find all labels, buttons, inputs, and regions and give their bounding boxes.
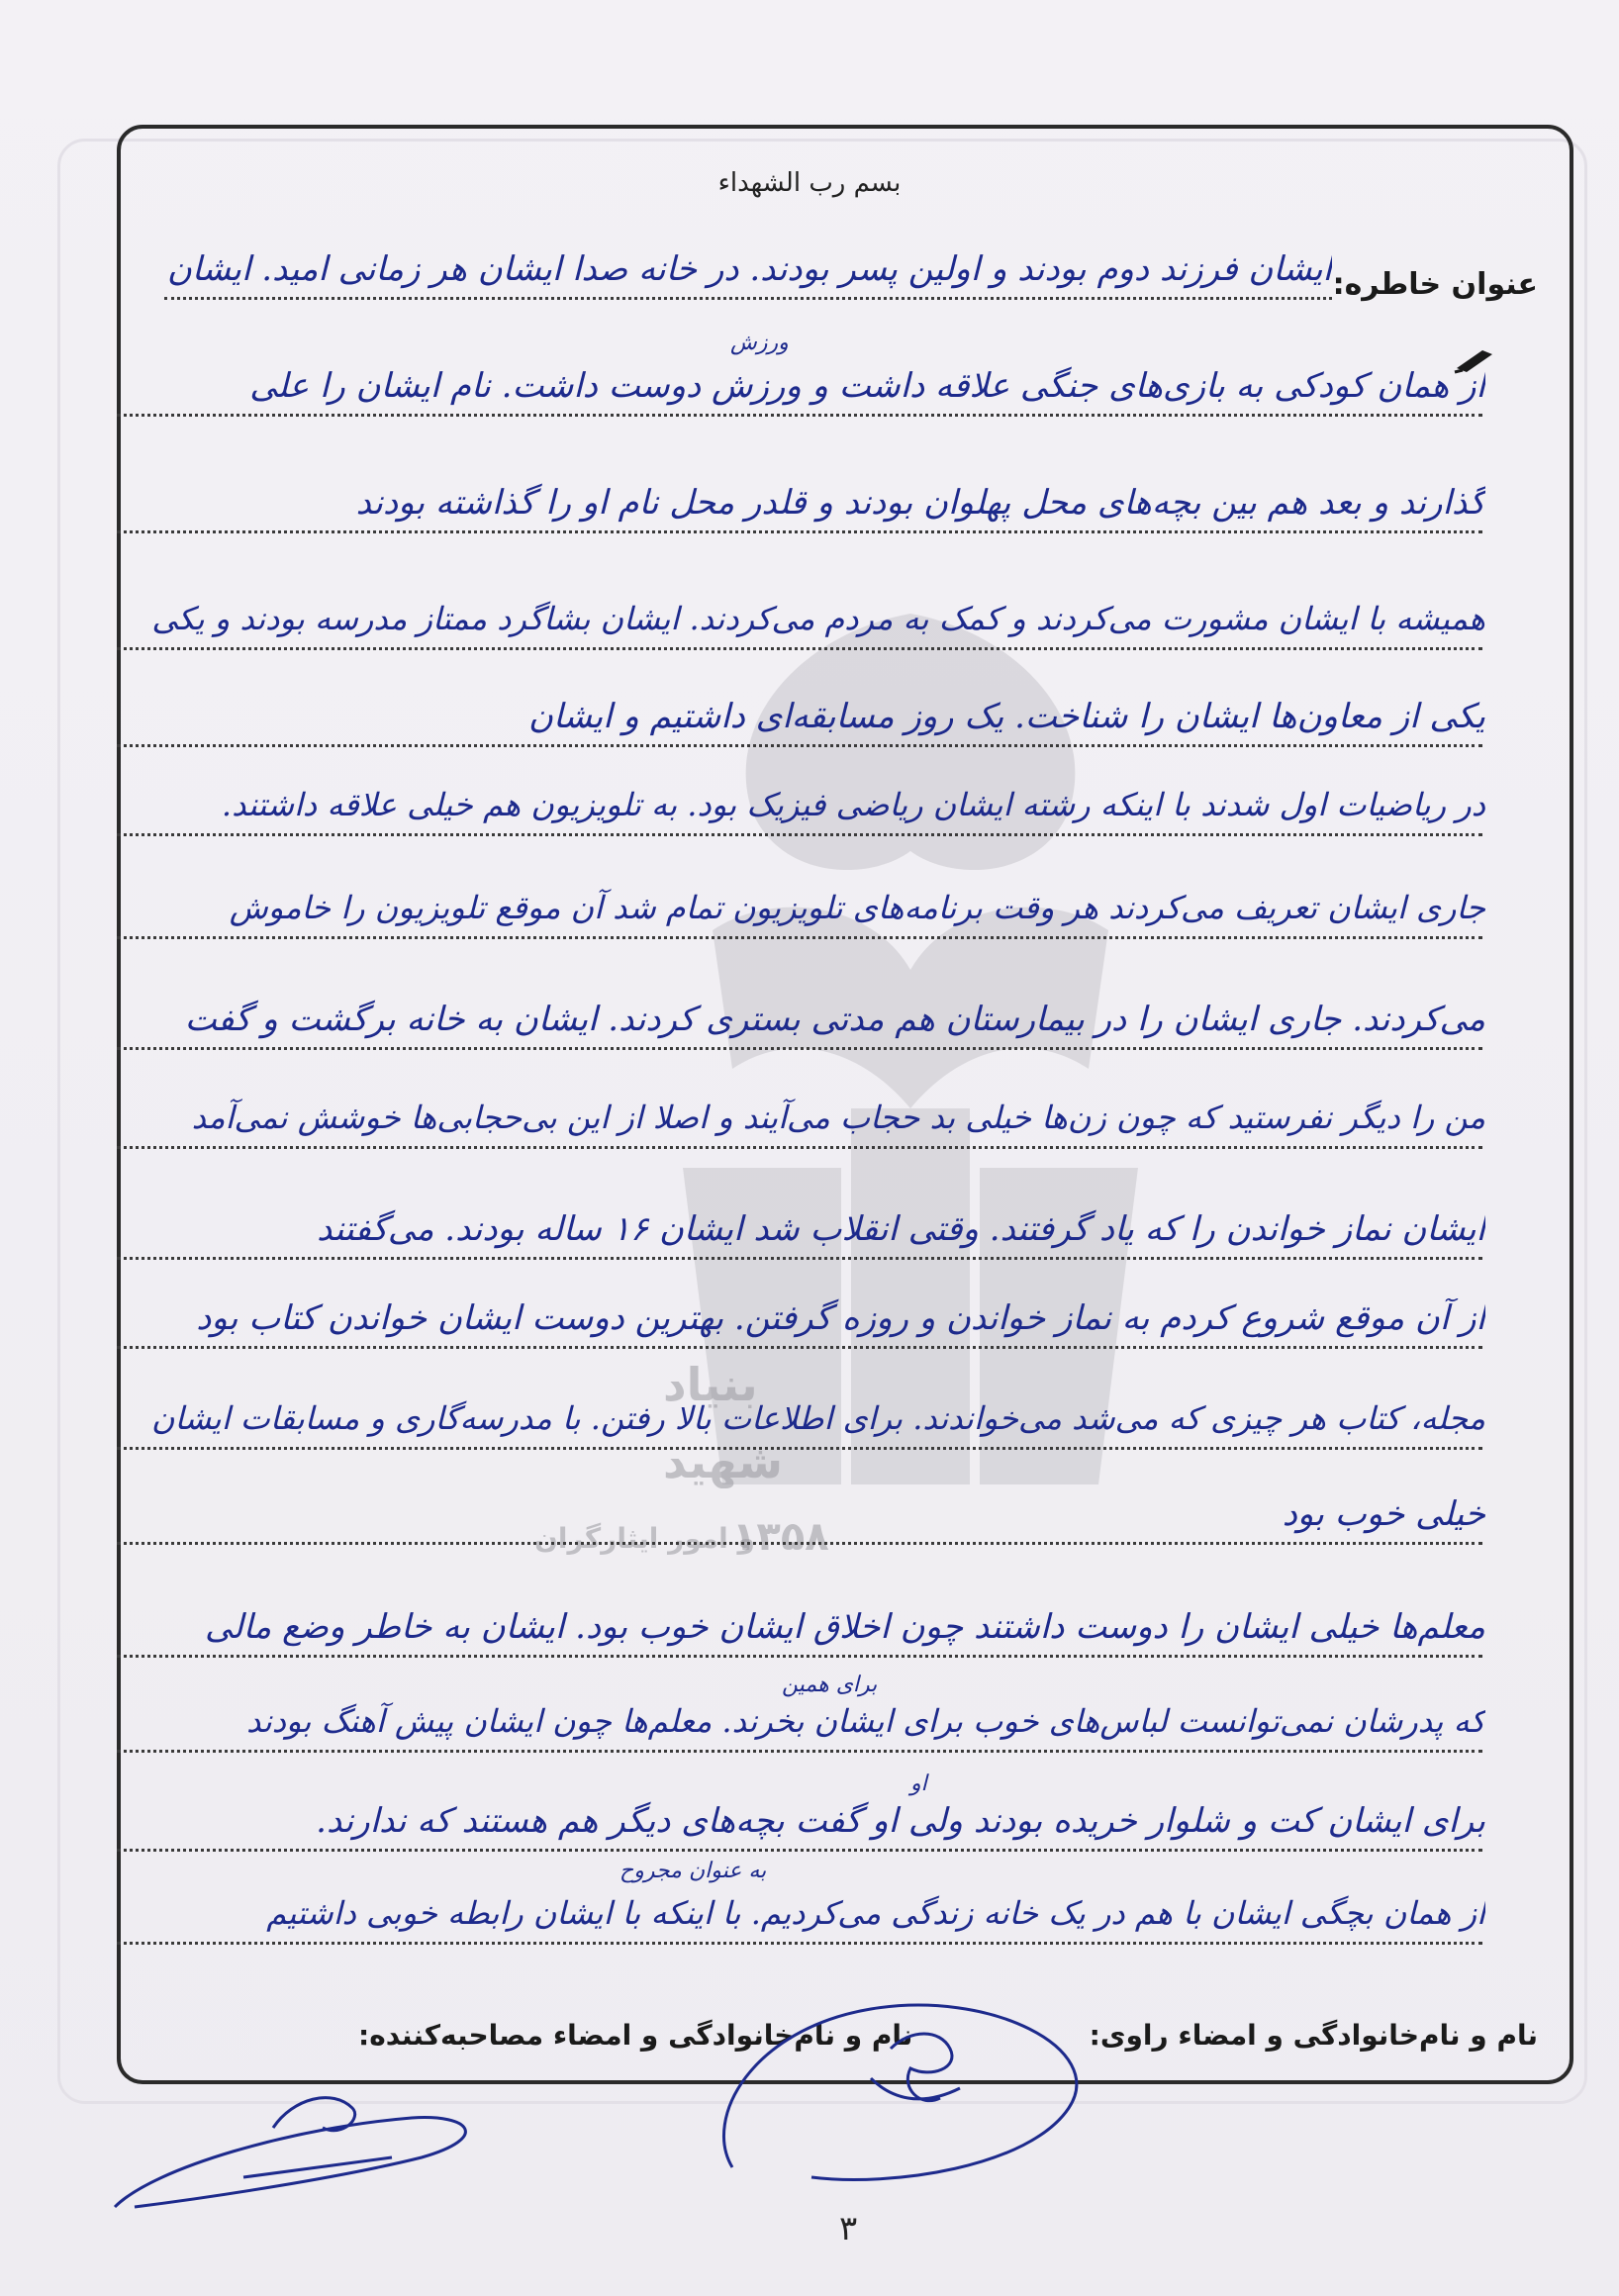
memoir-line-3: گذارند و بعد هم بین بچه‌های محل پهلوان بودند و قلدر محل نام او را گذاشته بودند bbox=[355, 483, 1485, 523]
watermark-text-second: شهید bbox=[663, 1435, 783, 1488]
page-number: ۳ bbox=[839, 2209, 858, 2248]
ruled-line bbox=[117, 414, 1482, 417]
ruled-line bbox=[117, 833, 1482, 836]
narrator-signature bbox=[95, 2058, 511, 2227]
watermark-year: ۱۳۵۸ bbox=[732, 1514, 829, 1560]
ruled-line bbox=[117, 530, 1482, 533]
memoir-line-14: معلم‌ها خیلی ایشان را دوست داشتند چون اخلاق ایشان خوب بود. ایشان به خاطر وضع مالی bbox=[204, 1607, 1485, 1647]
interlinear-note-2: برای همین bbox=[782, 1673, 878, 1697]
memoir-line-1: ایشان فرزند دوم بودند و اولین پسر بودند. در خانه صدا ایشان هر زمانی امید. ایشان bbox=[166, 249, 1332, 289]
interlinear-note-3: او bbox=[910, 1771, 927, 1796]
ruled-line bbox=[117, 1849, 1482, 1852]
watermark-caption: و امور ایثارگران bbox=[534, 1522, 755, 1555]
ruled-line bbox=[117, 1655, 1482, 1658]
ruled-line bbox=[117, 744, 1482, 747]
memoir-line-7: جاری ایشان تعریف می‌کردند هر وقت برنامه‌های تلویزیون تمام شد آن موقع تلویزیون را خاموش bbox=[229, 889, 1485, 926]
watermark-text-main: بنیاد bbox=[663, 1358, 758, 1411]
memoir-title-label: عنوان خاطره: bbox=[1332, 267, 1538, 302]
ruled-line bbox=[117, 1942, 1482, 1945]
ruled-line bbox=[117, 1346, 1482, 1349]
memoir-line-8: می‌کردند. جاری ایشان را در بیمارستان هم مدتی بستری کردند. ایشان به خانه برگشت و گفت bbox=[184, 1000, 1485, 1039]
ruled-line bbox=[117, 1447, 1482, 1450]
memoir-line-13: خیلی خوب بود bbox=[1282, 1494, 1485, 1534]
page-heading: بسم رب الشهداء bbox=[717, 168, 902, 198]
memoir-line-2: از همان کودکی به بازی‌های جنگی علاقه داشت و ورزش دوست داشت. نام ایشان را علی bbox=[249, 366, 1485, 406]
ruled-line bbox=[117, 936, 1482, 939]
ruled-line bbox=[164, 297, 1332, 300]
memoir-line-10: ایشان نماز خواندن را که یاد گرفتند. وقتی انقلاب شد ایشان ۱۶ ساله بودند. می‌گفتند bbox=[317, 1209, 1485, 1249]
narrator-signature-label: نام و نام‌خانوادگی و امضاء راوی: bbox=[1089, 2019, 1538, 2052]
ruled-line bbox=[117, 1750, 1482, 1753]
memoir-line-17: از همان بچگی ایشان با هم در یک خانه زندگی می‌کردیم. با اینکه با ایشان رابطه خوبی داشتیم bbox=[266, 1894, 1485, 1932]
memoir-line-4: همیشه با ایشان مشورت می‌کردند و کمک به مردم می‌کردند. ایشان بشاگرد ممتاز مدرسه بودند و یکی bbox=[151, 600, 1485, 637]
memoir-line-16: برای ایشان کت و شلوار خریده بودند ولی او گفت بچه‌های دیگر هم هستند که ندارند. bbox=[316, 1801, 1485, 1841]
memoir-line-5: یکی از معاون‌ها ایشان را شناخت. یک روز مسابقه‌ای داشتیم و ایشان bbox=[528, 697, 1485, 736]
memoir-line-6: در ریاضیات اول شدند با اینکه رشته ایشان ریاضی فیزیک بود. به تلویزیون هم خیلی علاقه داشتند. bbox=[221, 786, 1485, 823]
interlinear-note-1: ورزش bbox=[730, 331, 789, 355]
interviewer-signature-label: نام و نام‌خانوادگی و امضاء مصاحبه‌کننده: bbox=[358, 2019, 913, 2052]
ruled-line bbox=[117, 1047, 1482, 1050]
memoir-line-12: مجله، کتاب هر چیزی که می‌شد می‌خواندند. برای اطلاعات بالا رفتن. با مدرسه‌گاری و مسابقات ایشان bbox=[150, 1399, 1485, 1437]
memoir-line-15: که پدرشان نمی‌توانست لباس‌های خوب برای ایشان بخرند. معلم‌ها چون ایشان پیش آهنگ بودند bbox=[246, 1702, 1485, 1740]
interlinear-note-4: به عنوان مجروح bbox=[619, 1859, 767, 1883]
memoir-line-11: از آن موقع شروع کردم به نماز خواندن و روزه گرفتن. بهترین دوست ایشان خواندن کتاب بود bbox=[196, 1298, 1485, 1338]
ruled-line bbox=[117, 1146, 1482, 1149]
ruled-line bbox=[117, 1257, 1482, 1260]
ruled-line bbox=[117, 647, 1482, 650]
memoir-line-9: من را دیگر نفرستید که چون زن‌ها خیلی بد حجاب می‌آیند و اصلا از این بی‌حجابی‌ها خوشش نمی‌آمد bbox=[191, 1099, 1485, 1136]
ruled-line bbox=[117, 1542, 1482, 1545]
interviewer-signature bbox=[693, 1969, 1148, 2197]
